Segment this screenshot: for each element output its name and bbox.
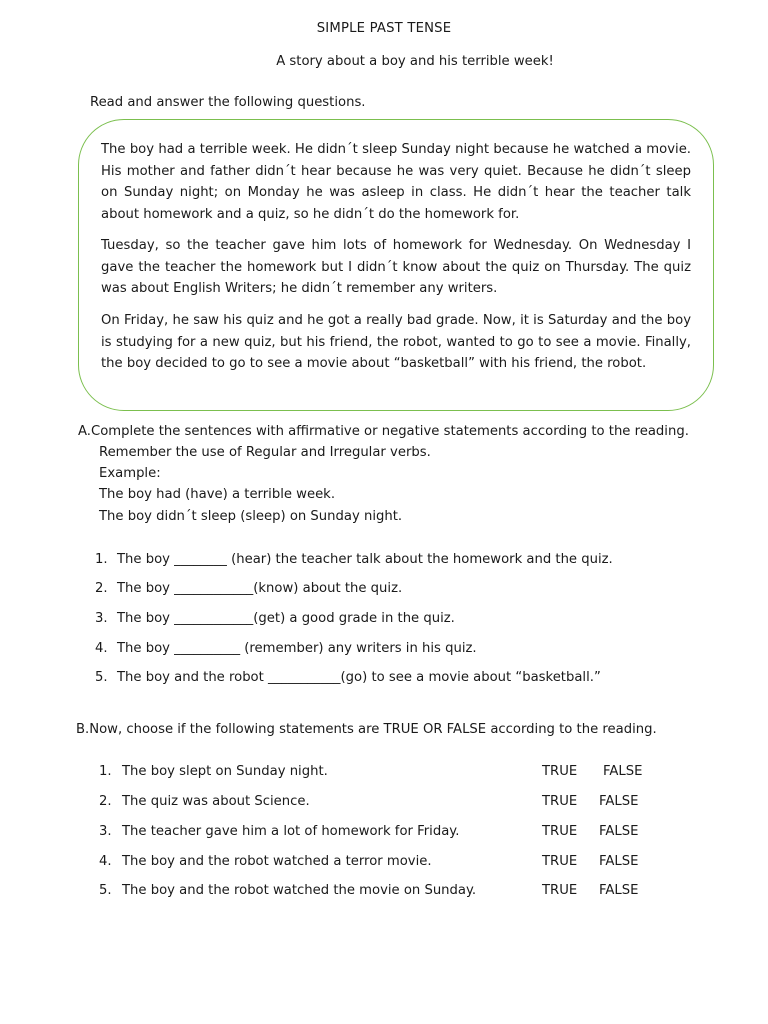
section-a-heading: A.Complete the sentences with affirmative or negative statements according to the reading. — [78, 424, 689, 439]
false-option[interactable]: FALSE — [603, 764, 643, 779]
list-item-text: The boy and the robot watched the movie on Sunday. — [122, 883, 477, 898]
section-a-note: Remember the use of Regular and Irregular verbs. — [99, 445, 431, 460]
story-paragraph-1: The boy had a terrible week. He didn´t sleep Sunday night because he watched a movie. His mother and father didn´t hear because he was very quiet. Because he didn´t sleep on Sunday night; on Monday he was asleep in class. He didn´t hear the teacher talk about homework and a quiz, so he didn´t do the homework for. — [101, 142, 691, 222]
list-item-text: The boy ________ (hear) the teacher talk about the homework and the quiz. — [117, 552, 613, 567]
false-option[interactable]: FALSE — [599, 794, 639, 809]
story-paragraph-3: On Friday, he saw his quiz and he got a really bad grade. Now, it is Saturday and the boy is studying for a new quiz, but his friend, the robot, wanted to go to see a movie. Finally, the boy decided to go to see a movie about “basketball” with his friend, the robot. — [101, 313, 691, 371]
list-item-number: 1. — [95, 552, 108, 567]
list-item-text: The boy ____________(know) about the quiz. — [117, 581, 403, 596]
example-label: Example: — [99, 466, 161, 481]
list-item-number: 2. — [95, 581, 108, 596]
reading-instruction: Read and answer the following questions. — [90, 95, 366, 110]
true-option[interactable]: TRUE — [542, 794, 578, 809]
list-item-text: The boy and the robot watched a terror movie. — [122, 854, 432, 869]
list-item-text: The quiz was about Science. — [122, 794, 310, 809]
list-item-number: 2. — [99, 794, 112, 809]
list-item-number: 3. — [95, 611, 108, 626]
list-item-text: The boy slept on Sunday night. — [122, 764, 328, 779]
false-option[interactable]: FALSE — [599, 883, 639, 898]
list-item-number: 5. — [95, 670, 108, 685]
page-title: SIMPLE PAST TENSE — [316, 21, 452, 36]
true-option[interactable]: TRUE — [542, 854, 578, 869]
list-item-text: The boy and the robot ___________(go) to see a movie about “basketball.” — [117, 670, 601, 685]
example-sentence-2: The boy didn´t sleep (sleep) on Sunday night. — [99, 509, 403, 524]
list-item-number: 1. — [99, 764, 112, 779]
true-option[interactable]: TRUE — [542, 824, 578, 839]
false-option[interactable]: FALSE — [599, 854, 639, 869]
false-option[interactable]: FALSE — [599, 824, 639, 839]
page-subtitle: A story about a boy and his terrible week! — [276, 54, 554, 69]
story-paragraph-2: Tuesday, so the teacher gave him lots of homework for Wednesday. On Wednesday I gave the teacher the homework but I didn´t know about the quiz on Thursday. The quiz was about English Writers; he didn´t remember any writers. — [101, 238, 691, 296]
list-item-number: 5. — [99, 883, 112, 898]
section-b-heading: B.Now, choose if the following statements are TRUE OR FALSE according to the reading. — [76, 722, 657, 737]
list-item-text: The teacher gave him a lot of homework for Friday. — [122, 824, 460, 839]
list-item-number: 4. — [95, 641, 108, 656]
true-option[interactable]: TRUE — [542, 764, 578, 779]
list-item-number: 3. — [99, 824, 112, 839]
example-sentence-1: The boy had (have) a terrible week. — [99, 487, 336, 502]
true-option[interactable]: TRUE — [542, 883, 578, 898]
list-item-number: 4. — [99, 854, 112, 869]
list-item-text: The boy ____________(get) a good grade in the quiz. — [117, 611, 455, 626]
list-item-text: The boy __________ (remember) any writers in his quiz. — [117, 641, 477, 656]
